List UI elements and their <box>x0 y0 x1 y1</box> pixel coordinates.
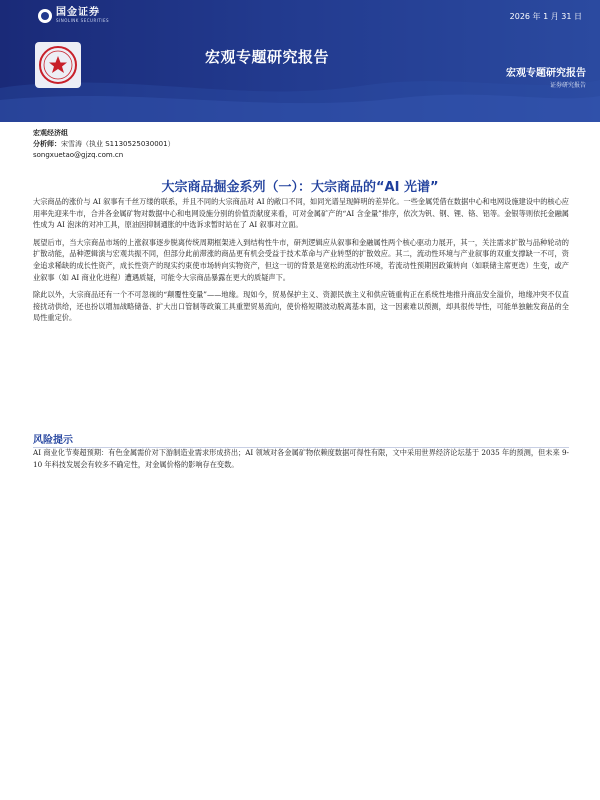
report-type-right: 宏观专题研究报告 <box>506 68 586 79</box>
report-type-title: 宏观专题研究报告 <box>205 48 330 66</box>
analyst-line <box>33 139 175 150</box>
analyst-label: 分析师： <box>33 140 61 148</box>
risk-text: AI 商业化节奏超预期：有色金属需价对下游制造业需求形成挤出；AI 领域对各金属矿物依赖度数据可得性有限，文中采用世界经济论坛基于 2035 年的预测，但未来 9-10 年科技发展会有较多不确定性，对金属价格的影响存在变数。 <box>33 448 569 469</box>
body-paragraph: 展望后市，当大宗商品市场的上涨叙事逐步脱离传统周期框架进入到结构性牛市，研判逻辑应从叙事和金融属性两个核心驱动力展开，其一，关注需求扩散与品种轮动的扩散动能，品种逻辑演与宏观共振不同，但部分此前滞涨的商品更有机会受益于技术革命与产业转型的扩散效应。其二，流动性环境与产业叙事的双重支撑缺一不可，资金追求稀缺的成长性资产，成长性资产的现实约束使市场转向实物资产，但这一切的背景是宽松的流动性环境，若流动性预期因政策转向（如联储主席更迭）生变，或产业叙事（如 AI 商业化进程）遭遇质疑，可能令大宗商品暴露在更大的质疑声下。 <box>33 237 569 282</box>
brand-name-en: SINOLINK SECURITIES <box>56 18 110 23</box>
analyst-name: 宋雪涛（执业 S1130525030001） <box>61 140 175 148</box>
body-paragraph: 大宗商品的涨价与 AI 叙事有千丝万缕的联系，并且不同的大宗商品对 AI 的敞口不同，如同光谱呈现鲜明的差异化。一些金属凭借在数据中心和电网设施建设中的核心应用率先迎来牛市，合并各金属矿物对数据中心和电网设施分别的价值贡献度来看，可对金属矿产的“AI 含金量”排序，依次为钒、钢、锂、铬、铝等。金银等则依托金融属性成为 AI 泡沫的对冲工具，原油因抑制通胀的中选诉求暂时站在了 AI 叙事对立面。 <box>33 197 569 230</box>
department: 宏观经济组 <box>33 129 68 137</box>
report-banner <box>0 0 600 122</box>
brand-logo <box>38 8 109 23</box>
report-date: 2026 年 1 月 31 日 <box>509 12 582 21</box>
document-title: 大宗商品掘金系列（一）：大宗商品的“AI 光谱” <box>161 180 439 195</box>
brand-logo-icon <box>38 9 52 23</box>
body-paragraph: 除此以外，大宗商品还有一个不可忽视的“颠覆性变量”——地缘。现如今，贸易保护主义、资源民族主义和供应链重构正在系统性地推升商品安全溢价，地缘冲突不仅直接扰动供给，还也扮以增加战略储备、扩大出口管制等政策工具重塑贸易流向，使价格短期波动脱离基本面，这一因素难以预测，却具很传导性，可能单独触发商品的全局性重定价。 <box>33 290 569 323</box>
report-body <box>33 196 569 330</box>
report-category: 证券研究报告 <box>549 82 586 89</box>
seal-stamp-icon <box>33 40 83 90</box>
author-block <box>33 128 175 161</box>
brand-name: 国金证券 <box>56 7 100 18</box>
analyst-email[interactable]: songxuetao@gjzq.com.cn <box>33 151 124 159</box>
risk-heading: 风险提示 <box>33 435 73 446</box>
